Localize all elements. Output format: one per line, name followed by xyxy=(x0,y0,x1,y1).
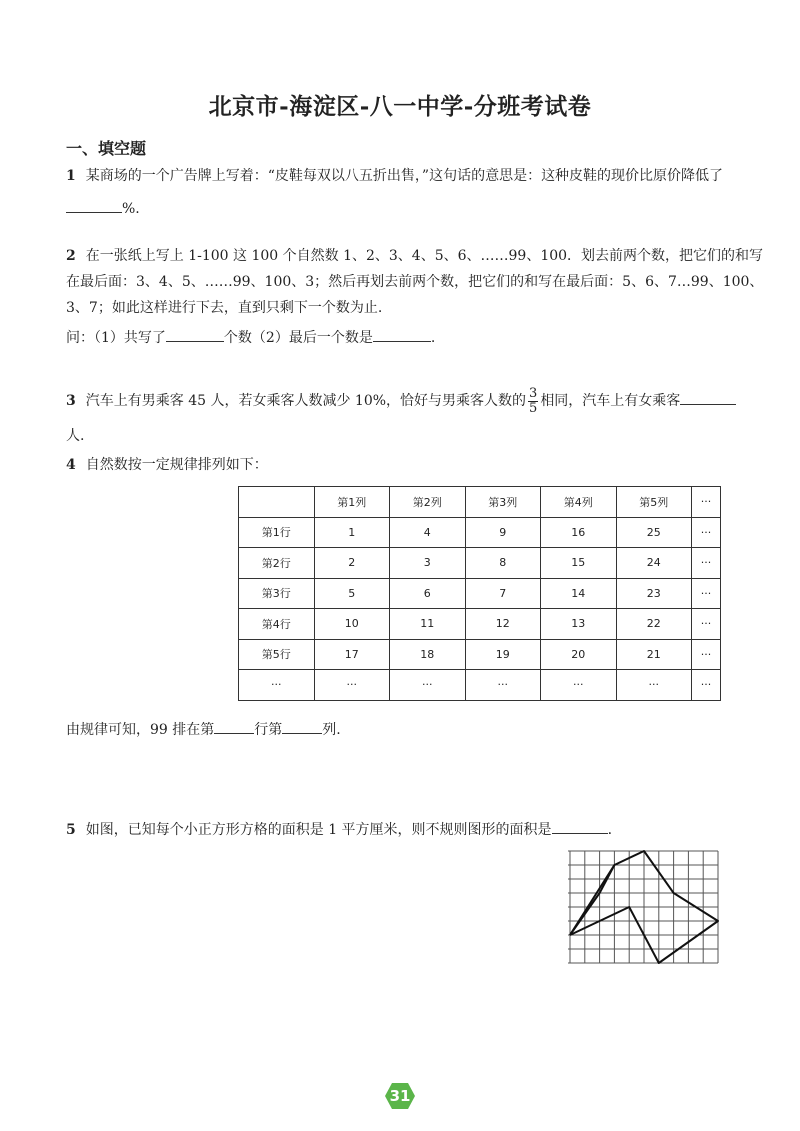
section-heading: 一、填空题 xyxy=(66,139,147,158)
table-cell: 15 xyxy=(541,548,617,579)
table-cell: ··· xyxy=(239,670,315,701)
q3-line1 xyxy=(66,386,736,416)
table-cell: 第2行 xyxy=(239,548,315,579)
q5-text: 如图，已知每个小正方形方格的面积是 1 平方厘米，则不规则图形的面积是 xyxy=(85,822,552,838)
table-cell: 第5行 xyxy=(239,639,315,670)
table-cell: 13 xyxy=(541,609,617,640)
table-row xyxy=(239,578,721,609)
page-number: 31 xyxy=(389,1087,411,1105)
table-cell: ··· xyxy=(616,670,692,701)
table-cell: ··· xyxy=(390,670,466,701)
table-cell: 25 xyxy=(616,517,692,548)
q3-fraction-numerator: 3 xyxy=(529,385,538,401)
table-cell: ··· xyxy=(692,609,721,640)
q4-answer-blank-col[interactable] xyxy=(282,718,322,734)
table-cell: 10 xyxy=(314,609,390,640)
table-cell: 第1行 xyxy=(239,517,315,548)
q5-number: 5 xyxy=(66,822,76,838)
q3-number: 3 xyxy=(66,393,76,409)
q1-number: 1 xyxy=(66,168,76,184)
q2-answer-blank-1[interactable] xyxy=(166,326,224,342)
table-cell: 6 xyxy=(390,578,466,609)
table-cell: 1 xyxy=(314,517,390,548)
table-cell: 16 xyxy=(541,517,617,548)
table-cell: 17 xyxy=(314,639,390,670)
table-cell: 5 xyxy=(314,578,390,609)
table-cell: 7 xyxy=(465,578,541,609)
q4-answer-blank-row[interactable] xyxy=(214,718,254,734)
table-cell: ··· xyxy=(314,670,390,701)
table-header-cell: 第3列 xyxy=(465,487,541,518)
q3-answer-blank[interactable] xyxy=(680,389,736,405)
q2-question-c: . xyxy=(430,330,436,346)
table-cell: 14 xyxy=(541,578,617,609)
table-cell: 18 xyxy=(390,639,466,670)
q3-fraction-denominator: 5 xyxy=(529,400,538,416)
q2-question-b: 个数（2）最后一个数是 xyxy=(223,330,373,346)
table-cell: 11 xyxy=(390,609,466,640)
q2-question-a: 问：（1）共写了 xyxy=(66,330,166,346)
table-header-cell: 第5列 xyxy=(616,487,692,518)
q2-line4 xyxy=(66,326,435,348)
q1-answer-blank[interactable] xyxy=(66,197,122,213)
table-cell: 12 xyxy=(465,609,541,640)
q3-text-a: 汽车上有男乘客 45 人，若女乘客人数减少 10%，恰好与男乘客人数的 xyxy=(85,393,527,409)
q4-question-b: 行第 xyxy=(254,722,283,738)
q4-question-a: 由规律可知，99 排在第 xyxy=(66,722,215,738)
q5-end: . xyxy=(607,822,613,838)
table-cell: 8 xyxy=(465,548,541,579)
q2-number: 2 xyxy=(66,248,76,264)
table-cell: 23 xyxy=(616,578,692,609)
q2-answer-blank-2[interactable] xyxy=(373,326,431,342)
table-cell: ··· xyxy=(692,670,721,701)
q1-text: 某商场的一个广告牌上写着：“皮鞋每双以八五折出售，”这句话的意思是：这种皮鞋的现价比原价降低了 xyxy=(85,168,724,184)
q4-question-c: 列. xyxy=(322,722,341,738)
table-cell: 第3行 xyxy=(239,578,315,609)
q5-grid-figure xyxy=(568,848,720,966)
table-cell: 2 xyxy=(314,548,390,579)
table-header-cell: 第1列 xyxy=(314,487,390,518)
table-row xyxy=(239,548,721,579)
table-header-cell: 第4列 xyxy=(541,487,617,518)
table-row xyxy=(239,670,721,701)
table-row xyxy=(239,609,721,640)
table-cell: ··· xyxy=(465,670,541,701)
table-header-cell: 第2列 xyxy=(390,487,466,518)
q1-suffix: %. xyxy=(122,201,140,217)
q1-line1 xyxy=(66,166,723,186)
q1-line2 xyxy=(66,197,140,219)
q3-fraction xyxy=(528,387,538,416)
table-cell: 3 xyxy=(390,548,466,579)
page-number-badge xyxy=(384,1082,416,1110)
table-row xyxy=(239,517,721,548)
q5-line1 xyxy=(66,818,612,840)
table-cell: 第4行 xyxy=(239,609,315,640)
q2-line3: 3、7；如此这样进行下去，直到只剩下一个数为止. xyxy=(66,300,383,316)
q2-line1 xyxy=(66,246,763,266)
table-cell: ··· xyxy=(541,670,617,701)
q2-line2: 在最后面：3、4、5、……99、100、3；然后再划去前两个数，把它们的和写在最后面：5、6、7…99、100、 xyxy=(66,274,764,290)
table-row xyxy=(239,639,721,670)
table-header-cell xyxy=(239,487,315,518)
table-cell: ··· xyxy=(692,517,721,548)
q4-intro: 自然数按一定规律排列如下： xyxy=(85,457,268,473)
table-cell: 19 xyxy=(465,639,541,670)
q2-text-1: 在一张纸上写上 1-100 这 100 个自然数 1、2、3、4、5、6、……99、100．划去前两个数，把它们的和写 xyxy=(85,248,764,264)
table-cell: 4 xyxy=(390,517,466,548)
table-cell: 21 xyxy=(616,639,692,670)
table-cell: ··· xyxy=(692,639,721,670)
table-cell: 20 xyxy=(541,639,617,670)
table-header-cell: ··· xyxy=(692,487,721,518)
q3-text-b: 相同，汽车上有女乘客 xyxy=(540,393,681,409)
q4-line1 xyxy=(66,455,268,475)
q4-number: 4 xyxy=(66,457,76,473)
table-cell: ··· xyxy=(692,548,721,579)
page-title: 北京市-海淀区-八一中学-分班考试卷 xyxy=(208,93,592,120)
q4-number-table xyxy=(238,486,721,701)
q5-answer-blank[interactable] xyxy=(552,818,608,834)
table-cell: ··· xyxy=(692,578,721,609)
q3-line2: 人. xyxy=(66,428,85,444)
q4-question xyxy=(66,718,341,740)
table-cell: 24 xyxy=(616,548,692,579)
table-cell: 9 xyxy=(465,517,541,548)
table-cell: 22 xyxy=(616,609,692,640)
table-header-row xyxy=(239,487,721,518)
